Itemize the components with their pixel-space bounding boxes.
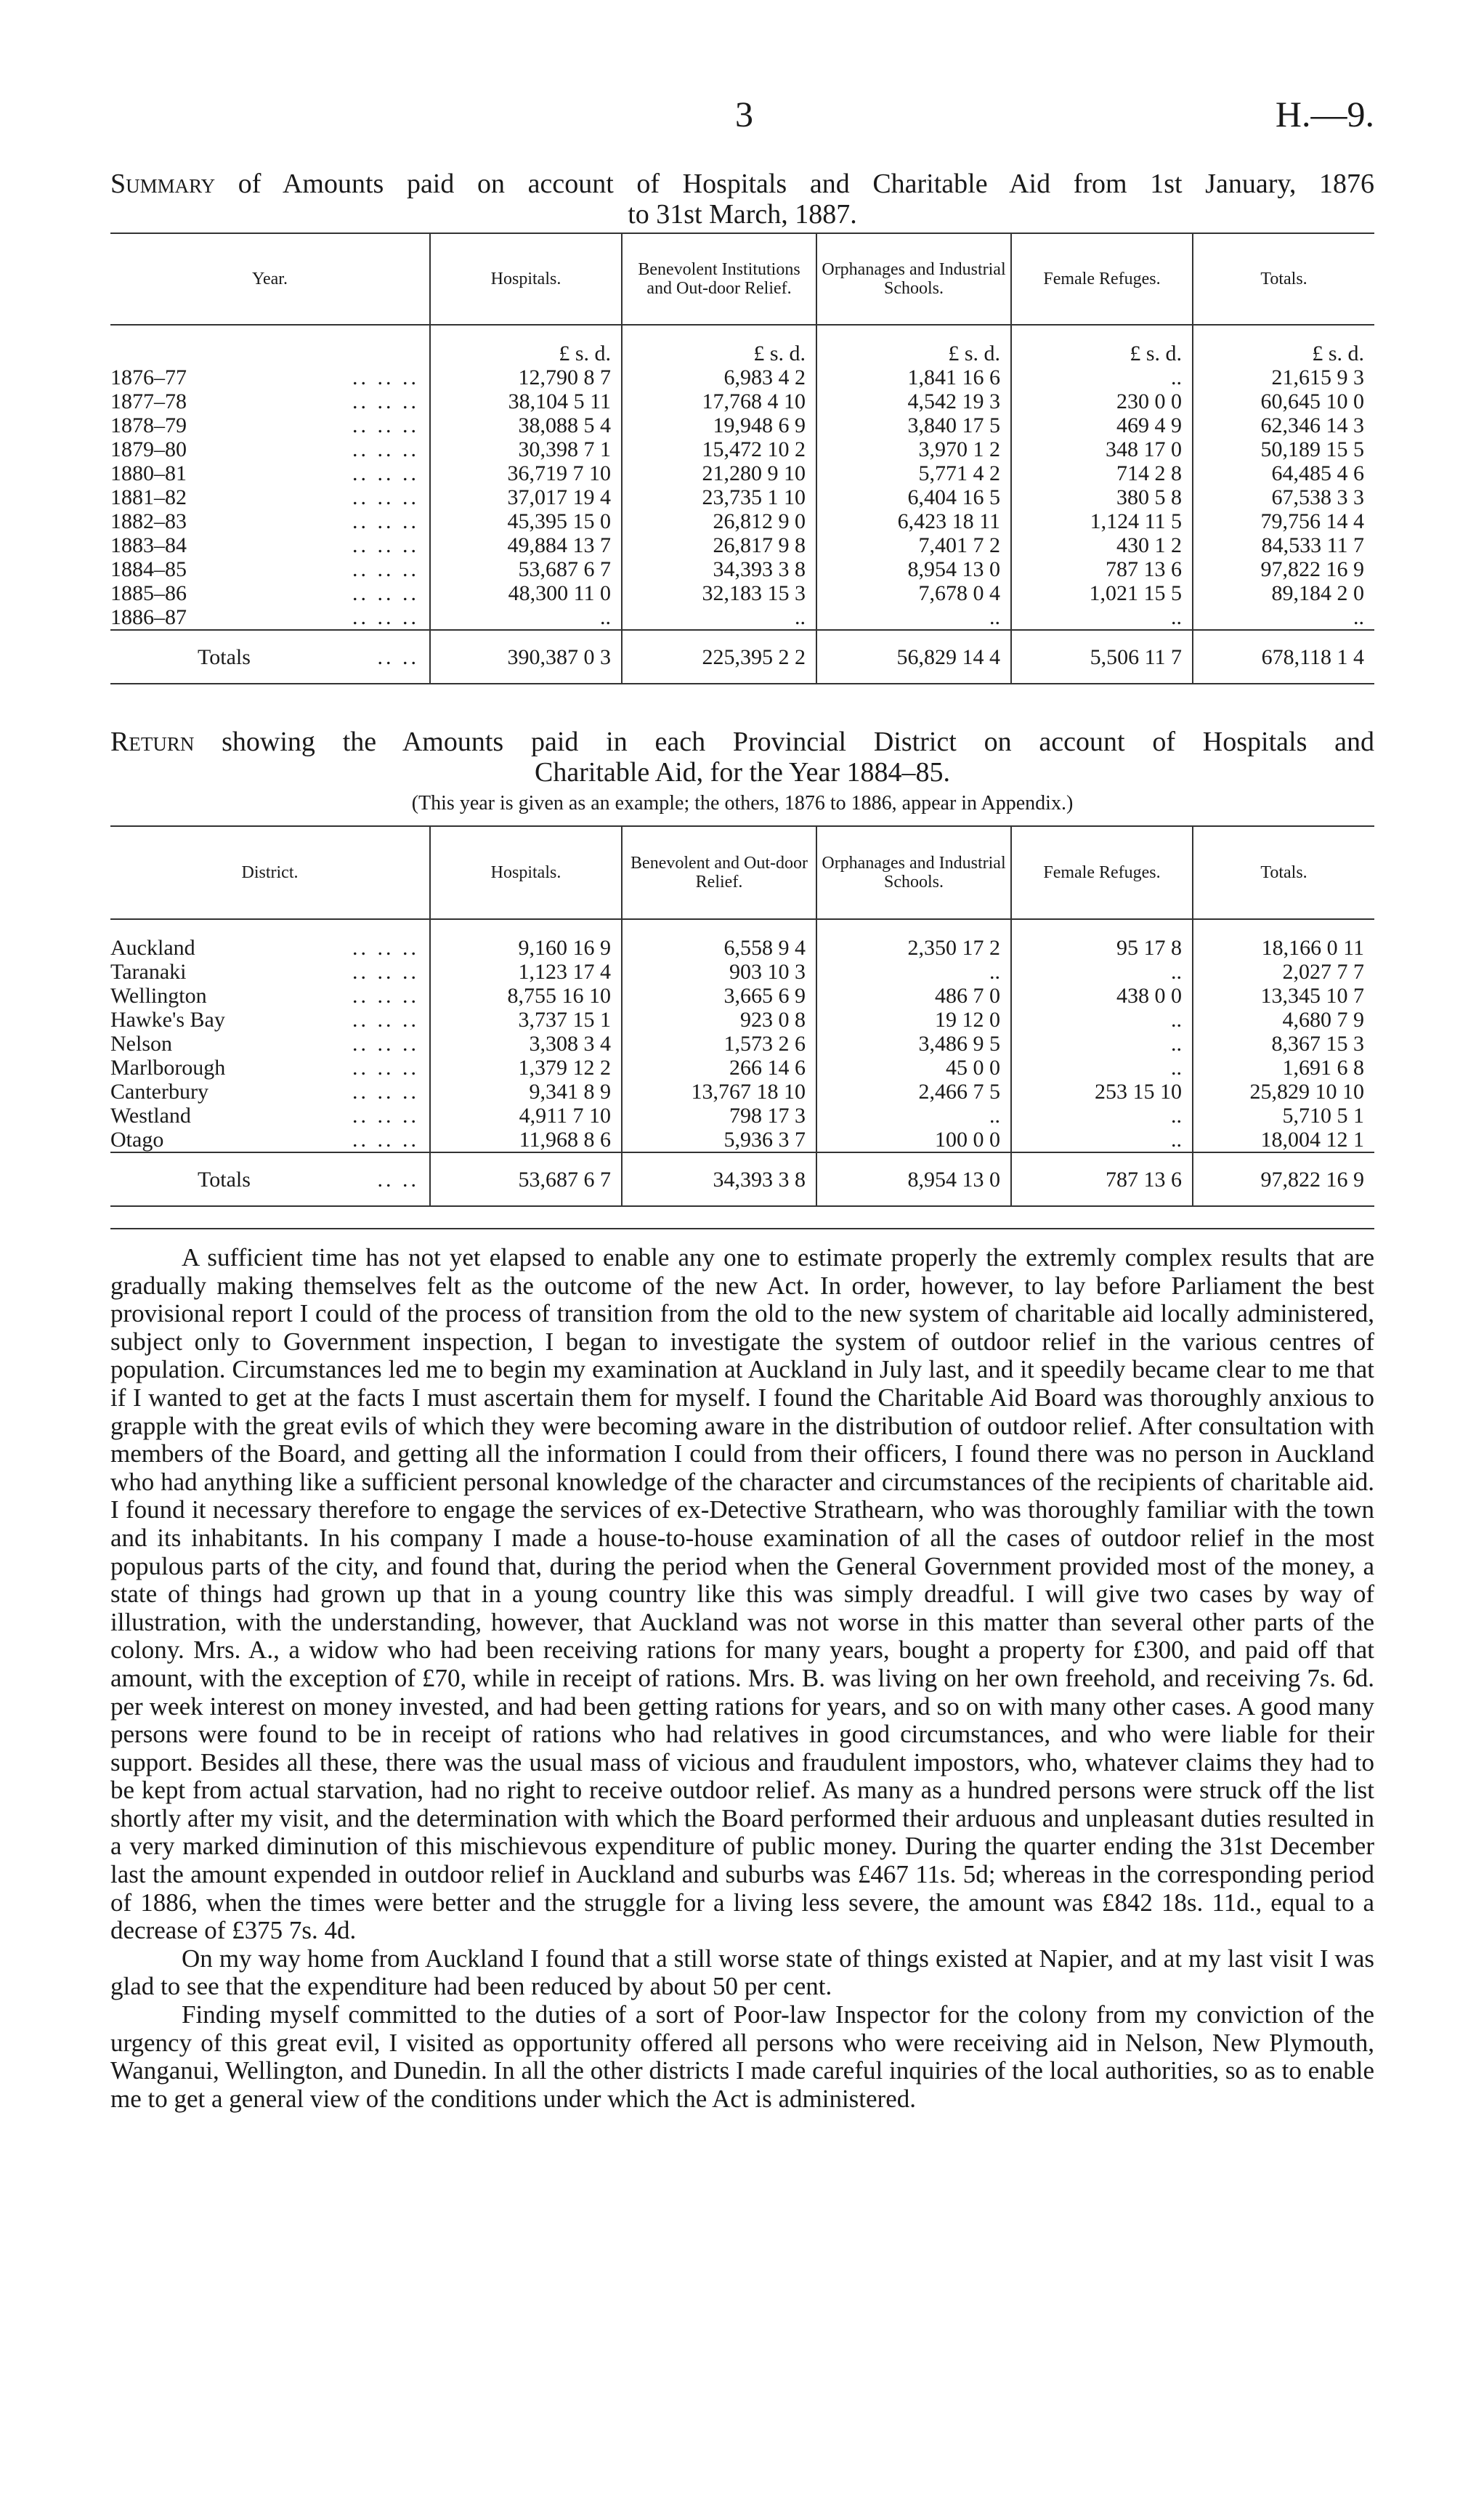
table-row (110, 365, 1374, 389)
table-cell: .. (816, 960, 1011, 984)
totals-cell: 390,387 0 3 (430, 630, 622, 684)
table-cell: 45,395 15 0 (430, 509, 622, 533)
row-label: 1879–80 .. .. .. (110, 437, 419, 461)
col-header-district: District. (241, 863, 299, 882)
table-row (110, 984, 1374, 1008)
row-label: 1885–86 .. .. .. (110, 581, 419, 605)
table-cell: 18,004 12 1 (1193, 1128, 1374, 1152)
table-cell: 714 2 8 (1011, 461, 1193, 485)
table-cell: 348 17 0 (1011, 437, 1193, 461)
row-label: Otago .. .. .. (110, 1128, 419, 1152)
table-cell: 3,665 6 9 (622, 984, 816, 1008)
table-cell: 7,401 7 2 (816, 533, 1011, 557)
table-cell: 798 17 3 (622, 1104, 816, 1128)
table-cell: 438 0 0 (1011, 984, 1193, 1008)
currency-unit: £ s. d. (1011, 325, 1193, 365)
table-cell: .. (430, 605, 622, 630)
currency-unit: £ s. d. (430, 325, 622, 365)
table-cell: 23,735 1 10 (622, 485, 816, 509)
totals-row (110, 1152, 1374, 1206)
table-cell: 6,558 9 4 (622, 919, 816, 960)
table-cell: 13,767 18 10 (622, 1080, 816, 1104)
row-label: Marlborough .. .. .. (110, 1056, 419, 1080)
table-cell: 37,017 19 4 (430, 485, 622, 509)
col-header-totals: Totals. (1193, 826, 1374, 919)
table-cell: 3,840 17 5 (816, 413, 1011, 437)
col-header-orphanages: Orphanages and Industrial Schools. (816, 233, 1011, 325)
table-row (110, 919, 1374, 960)
table-cell: 6,423 18 11 (816, 509, 1011, 533)
table-cell: 67,538 3 3 (1193, 485, 1374, 509)
table-row (110, 461, 1374, 485)
table-cell: 1,379 12 2 (430, 1056, 622, 1080)
table-cell: 62,346 14 3 (1193, 413, 1374, 437)
totals-label: Totals .. .. (110, 1152, 430, 1206)
table-cell: 38,088 5 4 (430, 413, 622, 437)
totals-label: Totals .. .. (110, 630, 430, 684)
table-cell: 32,183 15 3 (622, 581, 816, 605)
table-cell: 8,367 15 3 (1193, 1032, 1374, 1056)
table-cell: 903 10 3 (622, 960, 816, 984)
table-cell: 5,710 5 1 (1193, 1104, 1374, 1128)
table-cell: 2,350 17 2 (816, 919, 1011, 960)
currency-unit: £ s. d. (622, 325, 816, 365)
page-header (110, 93, 1374, 137)
table-cell: 49,884 13 7 (430, 533, 622, 557)
body-paragraph: A sufficient time has not yet elapsed to enable any one to estimate properly the extremly complex results that are gradually making themselves felt as the outcome of the new Act. In order, however, to lay before Parliament the best provisional report I could of the process of transition from the old to the new system of charitable aid locally administered, subject only to Government inspection, I began to investigate the system of outdoor relief in the various centres of population. Circumstances led me to begin my examination at Auckland in July last, and it speedily became clear to me that if I wanted to get at the facts I must ascertain them for myself. I found the Charitable Aid Board was thoroughly anxious to grapple with the great evils of which they were becoming aware in the distribution of outdoor relief. After consultation with members of the Board, and getting all the information I could from their officers, I found there was no person in Auckland who had anything like a sufficient personal knowledge of the character and circumstances of the recipients of charitable aid. I found it necessary therefore to engage the services of ex-Detective Strathearn, who was thoroughly familiar with the town and its inhabitants. In his company I made a house-to-house examination of all the cases of outdoor relief in the most populous parts of the city, and found that, during the period when the General Government provided most of the money, a state of things had grown up that in a young country like this was simply dreadful. I will give two cases by way of illustration, with the understanding, however, that Auckland was not worse in this matter than several other parts of the colony. Mrs. A., a widow who had been receiving rations for many years, bought a property for £300, and paid off that amount, with the exception of £70, while in receipt of rations. Mrs. B. was living on her own freehold, and receiving 7s. 6d. per week interest on money invested, and had been getting rations for years, and so on with many other cases. A good many persons were found to be in receipt of rations who had relatives in good circumstances, and who were liable for their support. Besides all these, there was the usual mass of vicious and fraudulent impostors, who, whatever claims they had to be kept from actual starvation, had no right to receive outdoor relief. As many as a hundred persons were struck off the list shortly after my visit, and the determination with which the Board performed their arduous and unpleasant duties resulted in a very marked diminution of this mischievous expenditure of public money. During the quarter ending the 31st December last the amount expended in outdoor relief in Auckland and suburbs was £467 11s. 5d; whereas in the corresponding period of 1886, when the times were better and the struggle for a living less severe, the amount was £842 18s. 11d., equal to a decrease of £375 7s. 4d. (110, 1243, 1374, 1945)
body-paragraph: Finding myself committed to the duties of a sort of Poor-law Inspector for the colony from my conviction of the urgency of this great evil, I visited as opportunity offered all persons who were receiving aid in Nelson, New Plymouth, Wanganui, Wellington, and Dunedin. In all the other districts I made careful inquiries of the local authorities, so as to enable me to get a general view of the conditions under which the Act is administered. (110, 2000, 1374, 2113)
table-row (110, 389, 1374, 413)
row-label: 1886–87 .. .. .. (110, 605, 419, 629)
table-cell: 3,970 1 2 (816, 437, 1011, 461)
table-cell: 21,615 9 3 (1193, 365, 1374, 389)
return-caption-line1: Return showing the Amounts paid in each Provincial District on account of Hospitals and (110, 727, 1375, 757)
table-cell: 8,954 13 0 (816, 557, 1011, 581)
row-label: Hawke's Bay .. .. .. (110, 1008, 419, 1032)
col-header-hospitals: Hospitals. (430, 826, 622, 919)
table-cell: 430 1 2 (1011, 533, 1193, 557)
table-cell: 253 15 10 (1011, 1080, 1193, 1104)
table-cell: .. (1193, 605, 1374, 630)
totals-row (110, 630, 1374, 684)
totals-cell: 8,954 13 0 (816, 1152, 1011, 1206)
table-cell: 4,542 19 3 (816, 389, 1011, 413)
table-cell: 50,189 15 5 (1193, 437, 1374, 461)
table-cell: 26,817 9 8 (622, 533, 816, 557)
page-number: 3 (735, 94, 753, 134)
row-label: Wellington .. .. .. (110, 984, 419, 1008)
table-cell: 923 0 8 (622, 1008, 816, 1032)
row-label: 1876–77 .. .. .. (110, 365, 419, 389)
table-row (110, 509, 1374, 533)
row-label: 1883–84 .. .. .. (110, 533, 419, 557)
table-cell: 48,300 11 0 (430, 581, 622, 605)
table-cell: .. (1011, 1128, 1193, 1152)
currency-unit: £ s. d. (816, 325, 1011, 365)
table-cell: 21,280 9 10 (622, 461, 816, 485)
col-header-orphanages: Orphanages and Industrial Schools. (816, 826, 1011, 919)
col-header-female-refuges: Female Refuges. (1011, 233, 1193, 325)
table-cell: 1,021 15 5 (1011, 581, 1193, 605)
row-label: Nelson .. .. .. (110, 1032, 419, 1056)
table-cell: 11,968 8 6 (430, 1128, 622, 1152)
table-cell: 95 17 8 (1011, 919, 1193, 960)
table-cell: 19,948 6 9 (622, 413, 816, 437)
table-row (110, 437, 1374, 461)
currency-unit: £ s. d. (1193, 325, 1374, 365)
report-body (110, 1244, 1374, 2113)
table-cell: 5,771 4 2 (816, 461, 1011, 485)
unit-row (110, 325, 1374, 365)
row-label: 1881–82 .. .. .. (110, 485, 419, 509)
table-cell: 25,829 10 10 (1193, 1080, 1374, 1104)
table-cell: 12,790 8 7 (430, 365, 622, 389)
summary-caption-line2: to 31st March, 1887. (628, 199, 857, 230)
table-cell: 18,166 0 11 (1193, 919, 1374, 960)
table-cell: 469 4 9 (1011, 413, 1193, 437)
document-reference: H.—9. (1275, 94, 1374, 134)
row-label: 1878–79 .. .. .. (110, 413, 419, 437)
table-cell: 2,027 7 7 (1193, 960, 1374, 984)
table-cell: 36,719 7 10 (430, 461, 622, 485)
table-cell: 97,822 16 9 (1193, 557, 1374, 581)
table-cell: 266 14 6 (622, 1056, 816, 1080)
table-cell: 100 0 0 (816, 1128, 1011, 1152)
totals-cell: 678,118 1 4 (1193, 630, 1374, 684)
table-row (110, 413, 1374, 437)
table-cell: .. (1011, 1032, 1193, 1056)
table-cell: .. (1011, 960, 1193, 984)
table-cell: 3,308 3 4 (430, 1032, 622, 1056)
table-row (110, 1128, 1374, 1152)
table-row (110, 581, 1374, 605)
table-cell: 64,485 4 6 (1193, 461, 1374, 485)
table-cell: 26,812 9 0 (622, 509, 816, 533)
table-cell: 4,911 7 10 (430, 1104, 622, 1128)
table-row (110, 1080, 1374, 1104)
table-cell: 486 7 0 (816, 984, 1011, 1008)
col-header-benevolent: Benevolent and Out-door Relief. (622, 826, 816, 919)
table-cell: 5,936 3 7 (622, 1128, 816, 1152)
row-label: 1884–85 .. .. .. (110, 557, 419, 581)
col-header-year: Year. (252, 270, 288, 288)
table-cell: 9,341 8 9 (430, 1080, 622, 1104)
table-cell: .. (816, 605, 1011, 630)
table-cell: .. (622, 605, 816, 630)
table-cell: 230 0 0 (1011, 389, 1193, 413)
table-cell: 2,466 7 5 (816, 1080, 1011, 1104)
col-header-totals: Totals. (1193, 233, 1374, 325)
row-label: 1877–78 .. .. .. (110, 389, 419, 413)
summary-caption-line1: Summary of Amounts paid on account of Hospitals and Charitable Aid from 1st January, 1876 (110, 169, 1375, 199)
table-cell: 787 13 6 (1011, 557, 1193, 581)
table-cell: 1,123 17 4 (430, 960, 622, 984)
table-cell: 13,345 10 7 (1193, 984, 1374, 1008)
table-cell: 34,393 3 8 (622, 557, 816, 581)
row-label: Auckland .. .. .. (110, 936, 419, 960)
table-cell: 1,573 2 6 (622, 1032, 816, 1056)
return-note: (This year is given as an example; the others, 1876 to 1886, appear in Appendix.) (411, 792, 1074, 815)
table-row (110, 1008, 1374, 1032)
table-row (110, 485, 1374, 509)
table-cell: 30,398 7 1 (430, 437, 622, 461)
table-row (110, 960, 1374, 984)
row-label: 1880–81 .. .. .. (110, 461, 419, 485)
col-header-female-refuges: Female Refuges. (1011, 826, 1193, 919)
table-cell: 1,691 6 8 (1193, 1056, 1374, 1080)
table-cell: 79,756 14 4 (1193, 509, 1374, 533)
col-header-hospitals: Hospitals. (430, 233, 622, 325)
table-cell: 1,841 16 6 (816, 365, 1011, 389)
table-row (110, 1032, 1374, 1056)
table-row (110, 1056, 1374, 1080)
table-cell: .. (1011, 1104, 1193, 1128)
table-cell: 3,737 15 1 (430, 1008, 622, 1032)
totals-cell: 225,395 2 2 (622, 630, 816, 684)
table-row (110, 1104, 1374, 1128)
table-cell: 9,160 16 9 (430, 919, 622, 960)
row-label: Westland .. .. .. (110, 1104, 419, 1128)
totals-cell: 53,687 6 7 (430, 1152, 622, 1206)
table-cell: 53,687 6 7 (430, 557, 622, 581)
table-cell: 15,472 10 2 (622, 437, 816, 461)
table-cell: 19 12 0 (816, 1008, 1011, 1032)
table-cell: 3,486 9 5 (816, 1032, 1011, 1056)
row-label: Taranaki .. .. .. (110, 960, 419, 984)
table-cell: .. (1011, 1008, 1193, 1032)
table-cell: .. (1011, 1056, 1193, 1080)
section-divider (110, 1228, 1374, 1229)
table-cell: .. (816, 1104, 1011, 1128)
return-caption-line2: Charitable Aid, for the Year 1884–85. (534, 757, 951, 788)
table-row (110, 605, 1374, 630)
col-header-benevolent: Benevolent Institutions and Out-door Relief. (622, 233, 816, 325)
table-cell: 84,533 11 7 (1193, 533, 1374, 557)
body-paragraph: On my way home from Auckland I found that a still worse state of things existed at Napier, and at my last visit I was glad to see that the expenditure had been reduced by about 50 per cent. (110, 1944, 1374, 2001)
table-cell: 6,983 4 2 (622, 365, 816, 389)
table-cell: 6,404 16 5 (816, 485, 1011, 509)
totals-cell: 5,506 11 7 (1011, 630, 1193, 684)
row-label: 1882–83 .. .. .. (110, 509, 419, 533)
table-cell: 89,184 2 0 (1193, 581, 1374, 605)
return-table (110, 825, 1374, 1207)
table-cell: 1,124 11 5 (1011, 509, 1193, 533)
table-cell: 7,678 0 4 (816, 581, 1011, 605)
table-cell: 4,680 7 9 (1193, 1008, 1374, 1032)
table-cell: 45 0 0 (816, 1056, 1011, 1080)
table-cell: 8,755 16 10 (430, 984, 622, 1008)
table-cell: 38,104 5 11 (430, 389, 622, 413)
totals-cell: 56,829 14 4 (816, 630, 1011, 684)
table-cell: 60,645 10 0 (1193, 389, 1374, 413)
table-cell: .. (1011, 365, 1193, 389)
totals-cell: 97,822 16 9 (1193, 1152, 1374, 1206)
row-label: Canterbury .. .. .. (110, 1080, 419, 1104)
table-row (110, 557, 1374, 581)
totals-cell: 787 13 6 (1011, 1152, 1193, 1206)
totals-cell: 34,393 3 8 (622, 1152, 816, 1206)
table-cell: .. (1011, 605, 1193, 630)
table-cell: 380 5 8 (1011, 485, 1193, 509)
table-cell: 17,768 4 10 (622, 389, 816, 413)
summary-table (110, 233, 1374, 684)
table-row (110, 533, 1374, 557)
